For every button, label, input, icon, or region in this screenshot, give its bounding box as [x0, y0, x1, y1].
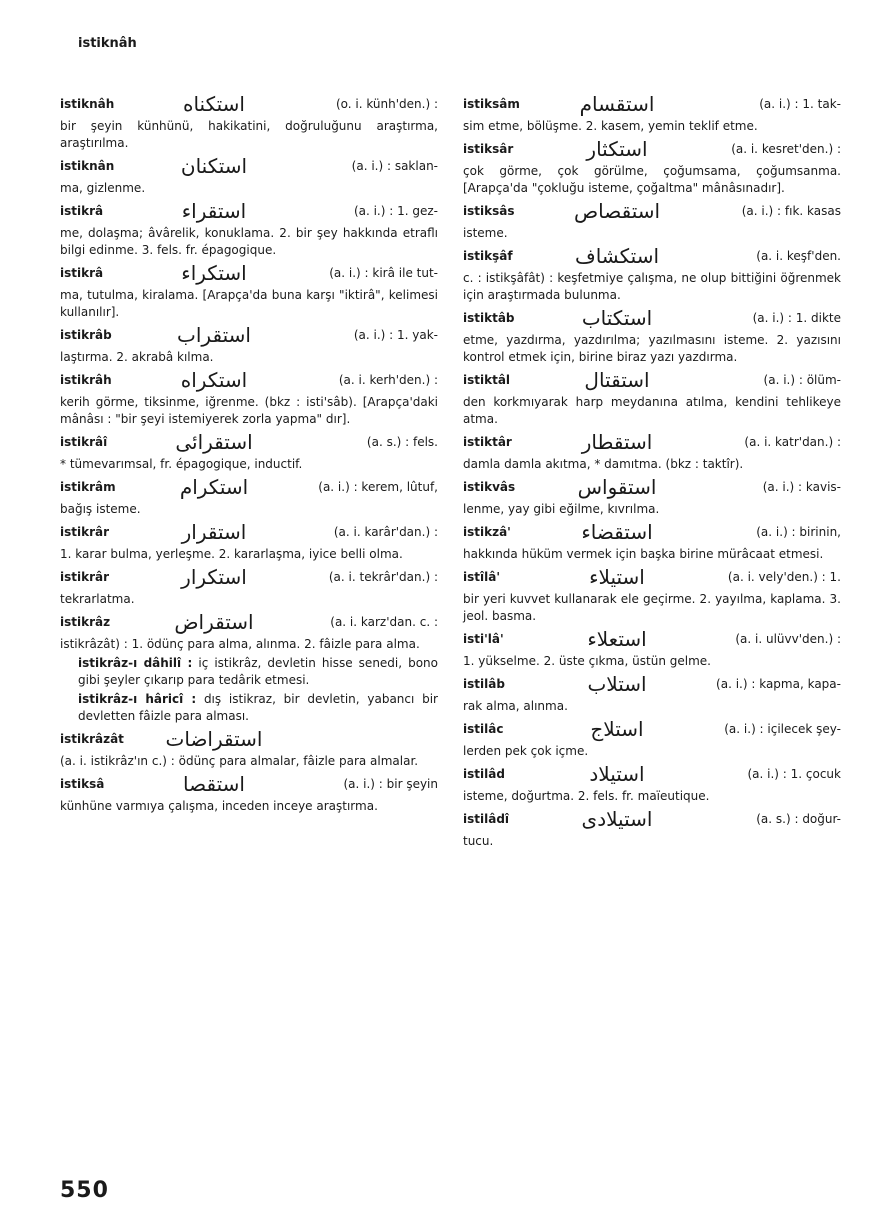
- head-definition: (a. i. ulüvv'den.) :: [735, 631, 841, 646]
- definition: tekrarlatma.: [60, 592, 135, 606]
- headword: istikrâz: [60, 614, 111, 629]
- dictionary-entry: [463, 135, 841, 197]
- head-definition: (a. i.) : saklan-: [351, 158, 438, 173]
- dictionary-entry: [60, 90, 438, 152]
- definition: * tümevarımsal, fr. épagogique, inductif.: [60, 457, 303, 471]
- dictionary-entry: [463, 366, 841, 428]
- head-definition: (a. i.) : 1. çocuk: [747, 766, 841, 781]
- definition: kerih görme, tiksinme, iğrenme. (bkz : isti'sâb). [Arapça'daki mânâsı : "bir şeyi istemiyerek zorla yapma" dır].: [60, 395, 438, 426]
- head-definition: (a. i. kesret'den.) :: [731, 141, 841, 156]
- arabic-script: استقرار: [181, 519, 247, 544]
- headword: istiksâ: [60, 776, 105, 791]
- arabic-script: استقراب: [177, 322, 251, 347]
- entry-head: [463, 805, 841, 833]
- definition: çok görme, çok görülme, çoğumsama, çoğumsanma. [Arapça'da "çokluğu isteme, çoğaltma" mânâsınadır].: [463, 164, 841, 195]
- headword: istikzâ': [463, 524, 511, 539]
- head-definition: (o. i. künh'den.) :: [335, 96, 438, 111]
- entry-head: [60, 608, 438, 636]
- entry-head: [60, 428, 438, 456]
- headword: istiknân: [60, 158, 115, 173]
- dictionary-entry: [463, 518, 841, 563]
- definition: laştırma. 2. akrabâ kılma.: [60, 350, 214, 364]
- entry-head: [60, 770, 438, 798]
- headword: istikrâh: [60, 372, 112, 387]
- dictionary-entry: [463, 670, 841, 715]
- arabic-script: استکثار: [586, 136, 648, 161]
- entry-head: [60, 197, 438, 225]
- arabic-script: استکشاف: [574, 243, 660, 268]
- head-definition: (a. s.) : fels.: [366, 434, 438, 449]
- headword: istilâc: [463, 721, 504, 736]
- arabic-script: استکراء: [181, 260, 247, 285]
- arabic-script: استکرار: [181, 564, 247, 589]
- headword: istiknâh: [60, 96, 115, 111]
- definition: bağış isteme.: [60, 502, 141, 516]
- dictionary-entry: [463, 197, 841, 242]
- head-definition: (a. i.) : 1. gez-: [353, 203, 438, 218]
- arabic-script: استکتاب: [581, 305, 653, 330]
- sub-entry-text: iç istikrâz, devletin hisse senedi, bono gibi şeyler çıkarıp para tedârik etmesi.: [78, 656, 439, 687]
- arabic-script: استکنان: [180, 153, 248, 178]
- headword: istikrâr: [60, 569, 110, 584]
- arabic-script: استکراه: [180, 367, 248, 392]
- sub-entry-text: dış istikraz, bir devletin, yabancı bir devletten fâizle para alması.: [78, 692, 438, 723]
- right-column: [463, 90, 841, 850]
- arabic-script: استلاب: [587, 671, 647, 696]
- definition: 1. yükselme. 2. üste çıkma, üstün gelme.: [463, 654, 711, 668]
- head-definition: (a. i.) : 1. yak-: [353, 327, 438, 342]
- left-column: [60, 90, 438, 815]
- head-definition: (a. i.) : 1. tak-: [759, 96, 841, 111]
- definition: istikrâzât) : 1. ödünç para alma, alınma. 2. fâizle para alma.: [60, 637, 420, 651]
- entry-head: [60, 152, 438, 180]
- definition: lenme, yay gibi eğilme, kıvrılma.: [463, 502, 660, 516]
- dictionary-entry: [463, 760, 841, 805]
- headword: istikrâb: [60, 327, 112, 342]
- arabic-script: استیلاد: [589, 761, 645, 786]
- definition: den korkmıyarak harp meydanına atılma, kendini tehlikeye atma.: [463, 395, 841, 426]
- head-definition: (a. i.) : kerem, lûtuf,: [318, 479, 438, 494]
- entry-head: [463, 563, 841, 591]
- dictionary-entry: [60, 608, 438, 725]
- arabic-script: استقراء: [181, 198, 247, 223]
- arabic-script: استقسام: [579, 91, 655, 116]
- definition: rak alma, alınma.: [463, 699, 568, 713]
- entry-head: [60, 259, 438, 287]
- definition: bir yeri kuvvet kullanarak ele geçirme. 2. yayılma, kaplama. 3. jeol. basma.: [463, 592, 841, 623]
- dictionary-entry: [60, 428, 438, 473]
- arabic-script: استقضاء: [581, 519, 653, 544]
- definition: hakkında hüküm vermek için başka birine mürâcaat etmesi.: [463, 547, 824, 561]
- headword: istikrâ: [60, 203, 104, 218]
- definition: isteme, doğurtma. 2. fels. fr. maïeutique.: [463, 789, 710, 803]
- headword: istikrâm: [60, 479, 116, 494]
- definition: (a. i. istikrâz'ın c.) : ödünç para almalar, fâizle para almalar.: [60, 754, 419, 768]
- headword: istiksâs: [463, 203, 515, 218]
- head-definition: (a. i.) : bir şeyin: [343, 776, 438, 791]
- entry-head: [60, 321, 438, 349]
- definition: isteme.: [463, 226, 508, 240]
- headword: istiktâb: [463, 310, 515, 325]
- sub-entry-term: istikrâz-ı hâricî :: [78, 692, 197, 706]
- definition: sim etme, bölüşme. 2. kasem, yemin teklif etme.: [463, 119, 758, 133]
- definition: ma, gizlenme.: [60, 181, 146, 195]
- dictionary-entry: [60, 518, 438, 563]
- sub-entry-term: istikrâz-ı dâhilî :: [78, 656, 193, 670]
- headword: istilâb: [463, 676, 505, 691]
- head-definition: (a. i.) : birinin,: [756, 524, 841, 539]
- arabic-script: استقصا: [183, 771, 245, 796]
- entry-head: [463, 242, 841, 270]
- entry-head: [463, 760, 841, 788]
- headword: istiktâl: [463, 372, 511, 387]
- sub-entry: [60, 655, 438, 689]
- dictionary-entry: [60, 366, 438, 428]
- headword: isti'lâ': [463, 631, 504, 646]
- entry-head: [463, 715, 841, 743]
- entry-head: [463, 428, 841, 456]
- dictionary-entry: [463, 715, 841, 760]
- dictionary-entry: [60, 563, 438, 608]
- dictionary-entry: [463, 428, 841, 473]
- entry-head: [60, 518, 438, 546]
- arabic-script: استقواس: [577, 474, 657, 499]
- headword: istikrâzât: [60, 731, 124, 746]
- arabic-script: استیلادی: [581, 806, 653, 831]
- definition: etme, yazdırma, yazdırılma; yazılmasını isteme. 2. yazısını kontrol etmek için, birine biraz yazı yazdırma.: [463, 333, 841, 364]
- sub-entry: [60, 691, 438, 725]
- headword: istiksâm: [463, 96, 520, 111]
- arabic-script: استکرام: [179, 474, 249, 499]
- definition: bir şeyin künhünü, hakikatini, doğruluğunu araştırma, araştırılma.: [60, 119, 438, 150]
- entry-head: [463, 473, 841, 501]
- dictionary-entry: [463, 473, 841, 518]
- headword: istikşâf: [463, 248, 513, 263]
- entry-head: [463, 518, 841, 546]
- entry-head: [463, 90, 841, 118]
- definition: c. : istikşâfât) : keşfetmiye çalışma, ne olup bittiğini öğrenmek için araştırmada bulunma.: [463, 271, 841, 302]
- entry-head: [463, 670, 841, 698]
- entry-head: [463, 197, 841, 225]
- headword: istilâdî: [463, 811, 510, 826]
- definition: 1. karar bulma, yerleşme. 2. kararlaşma, iyice belli olma.: [60, 547, 403, 561]
- arabic-script: استعلاء: [587, 626, 647, 651]
- arabic-script: استقتال: [584, 367, 650, 392]
- arabic-script: استلاج: [590, 716, 644, 741]
- page-header-guide-word: istiknâh: [78, 36, 137, 51]
- head-definition: (a. i. keşf'den.: [756, 248, 841, 263]
- head-definition: (a. i. tekrâr'dan.) :: [328, 569, 438, 584]
- headword: istikrâ: [60, 265, 104, 280]
- entry-head: [60, 473, 438, 501]
- headword: istilâd: [463, 766, 505, 781]
- entry-head: [60, 563, 438, 591]
- entry-head: [463, 304, 841, 332]
- dictionary-entry: [60, 770, 438, 815]
- definition: me, dolaşma; âvârelik, konuklama. 2. bir şey hakkında etraflı bilgi edinme. 3. fels. fr. épagogique.: [60, 226, 438, 257]
- dictionary-entry: [463, 90, 841, 135]
- head-definition: (a. i.) : ölüm-: [763, 372, 841, 387]
- headword: istiktâr: [463, 434, 512, 449]
- entry-head: [60, 366, 438, 394]
- dictionary-entry: [60, 321, 438, 366]
- head-definition: (a. i. vely'den.) : 1.: [727, 569, 841, 584]
- headword: istikrâî: [60, 434, 108, 449]
- entry-head: [463, 625, 841, 653]
- arabic-script: استیلاء: [589, 564, 645, 589]
- arabic-script: استقراض: [174, 609, 254, 634]
- definition: damla damla akıtma, * damıtma. (bkz : taktîr).: [463, 457, 744, 471]
- head-definition: (a. i. katr'dan.) :: [744, 434, 841, 449]
- arabic-script: استقصاص: [573, 198, 661, 223]
- head-definition: (a. i. karz'dan. c. :: [330, 614, 438, 629]
- entry-head: [463, 366, 841, 394]
- head-definition: (a. i.) : kirâ ile tut-: [329, 265, 438, 280]
- dictionary-entry: [60, 197, 438, 259]
- head-definition: (a. i. kerh'den.) :: [338, 372, 438, 387]
- head-definition: (a. i.) : kavis-: [762, 479, 841, 494]
- page-number: 550: [60, 1178, 109, 1203]
- headword: istiksâr: [463, 141, 514, 156]
- definition: tucu.: [463, 834, 494, 848]
- head-definition: (a. i. karâr'dan.) :: [333, 524, 438, 539]
- head-definition: (a. i.) : kapma, kapa-: [716, 676, 841, 691]
- dictionary-entry: [463, 805, 841, 850]
- head-definition: (a. i.) : içilecek şey-: [724, 721, 841, 736]
- arabic-script: استقراضات: [165, 726, 263, 751]
- headword: istikvâs: [463, 479, 516, 494]
- headword: istikrâr: [60, 524, 110, 539]
- dictionary-entry: [463, 304, 841, 366]
- arabic-script: استقطار: [581, 429, 653, 454]
- entry-head: [463, 135, 841, 163]
- headword: istîlâ': [463, 569, 500, 584]
- head-definition: (a. s.) : doğur-: [756, 811, 841, 826]
- arabic-script: استقرائی: [175, 429, 253, 454]
- definition: ma, tutulma, kiralama. [Arapça'da buna karşı "iktirâ", kelimesi kullanılır].: [60, 288, 438, 319]
- dictionary-entry: [463, 242, 841, 304]
- dictionary-entry: [60, 152, 438, 197]
- definition: lerden pek çok içme.: [463, 744, 589, 758]
- dictionary-entry: [60, 725, 438, 770]
- dictionary-entry: [463, 625, 841, 670]
- head-definition: (a. i.) : fık. kasas: [741, 203, 841, 218]
- definition: künhüne varmıya çalışma, inceden inceye araştırma.: [60, 799, 378, 813]
- head-definition: (a. i.) : 1. dikte: [752, 310, 841, 325]
- dictionary-entry: [463, 563, 841, 625]
- dictionary-entry: [60, 259, 438, 321]
- entry-head: [60, 725, 438, 753]
- dictionary-entry: [60, 473, 438, 518]
- arabic-script: استکناه: [182, 91, 245, 116]
- entry-head: [60, 90, 438, 118]
